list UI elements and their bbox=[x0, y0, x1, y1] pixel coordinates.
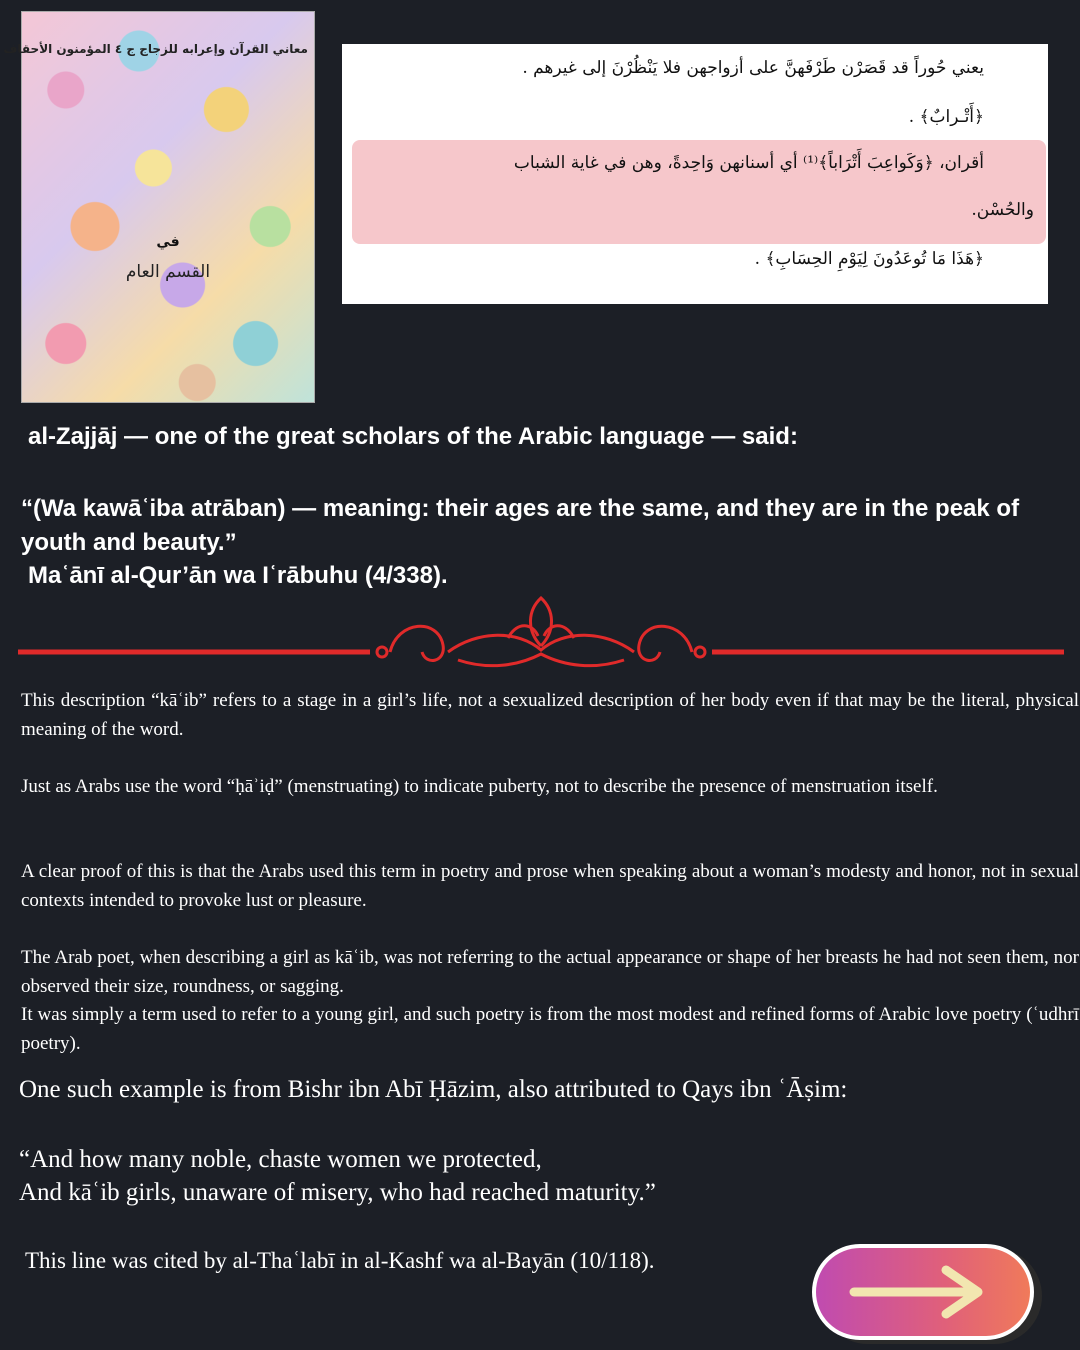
source-reference: Maʿānī al-Qur’ān wa Iʿrābuhu (4/338). bbox=[28, 562, 448, 589]
scan-line-5: ﴿هَذَا مَا تُوعَدُونَ لِيَوْمِ الحِسَابِ﴾ . bbox=[754, 249, 984, 269]
heading: al-Zajjāj — one of the great scholars of the Arabic language — said: bbox=[28, 423, 798, 450]
book-cover-image bbox=[3, 11, 315, 403]
quote: “(Wa kawāʿiba atrāban) — meaning: their ages are the same, and they are in the peak of youth and beauty.” bbox=[21, 495, 1020, 556]
next-button[interactable] bbox=[812, 1244, 1034, 1340]
cover-fi-label: في bbox=[156, 234, 180, 250]
arabic-text-excerpt bbox=[342, 44, 1048, 304]
example-intro: One such example is from Bishr ibn Abī Ḥāzim, also attributed to Qays ibn ʿĀṣim: bbox=[19, 1076, 848, 1103]
paragraph-2: Just as Arabs use the word “ḥāʾiḍ” (menstruating) to indicate puberty, not to describe the presence of menstruation itself. bbox=[21, 776, 938, 797]
cover-section-label: القسم العام bbox=[125, 262, 211, 282]
cover-title: معاني القرآن وإعرابه للزجاج ج ٤ المؤمنون الأحقاف bbox=[3, 42, 308, 56]
arrow-right-icon bbox=[848, 1262, 998, 1322]
scan-line-1: يعني حُوراً قد قَصَرْن طَرْفَهنَّ على أزواجهن فلا يَنْظُرْنَ إلى غيرهم . bbox=[522, 58, 984, 78]
poem-line-1: “And how many noble, chaste women we protected, bbox=[19, 1146, 542, 1173]
poem-line-2: And kāʿib girls, unaware of misery, who had reached maturity.” bbox=[19, 1179, 656, 1206]
divider-ornament bbox=[377, 598, 705, 666]
citation: This line was cited by al-Thaʿlabī in al-Kashf wa al-Bayān (10/118). bbox=[25, 1248, 655, 1273]
scan-line-2: ﴿أَتْـرابٌ﴾ . bbox=[908, 107, 984, 127]
ornamental-divider bbox=[18, 590, 1064, 680]
paragraph-5: It was simply a term used to refer to a young girl, and such poetry is from the most modest and refined forms of Arabic love poetry (ʿudhrī poetry). bbox=[21, 1004, 1079, 1054]
scan-line-4: والحُسْن. bbox=[971, 200, 1034, 220]
scan-line-3: أقران، ﴿وَكَواعِبَ أَتْرَاباً﴾⁽¹⁾ أي أسنانهن وَاحِدةً، وهن في غاية الشباب bbox=[513, 153, 984, 173]
paragraph-4: The Arab poet, when describing a girl as kāʿib, was not referring to the actual appearance or shape of her breasts he had not seen them, nor observed their size, roundness, or sagging. bbox=[21, 947, 1079, 997]
paragraph-3: A clear proof of this is that the Arabs used this term in poetry and prose when speaking about a woman’s modesty and honor, not in sexual contexts intended to provoke lust or pleasure. bbox=[21, 861, 1079, 911]
paragraph-1: This description “kāʿib” refers to a stage in a girl’s life, not a sexualized description of her body even if that may be the literal, physical meaning of the word. bbox=[21, 690, 1079, 740]
